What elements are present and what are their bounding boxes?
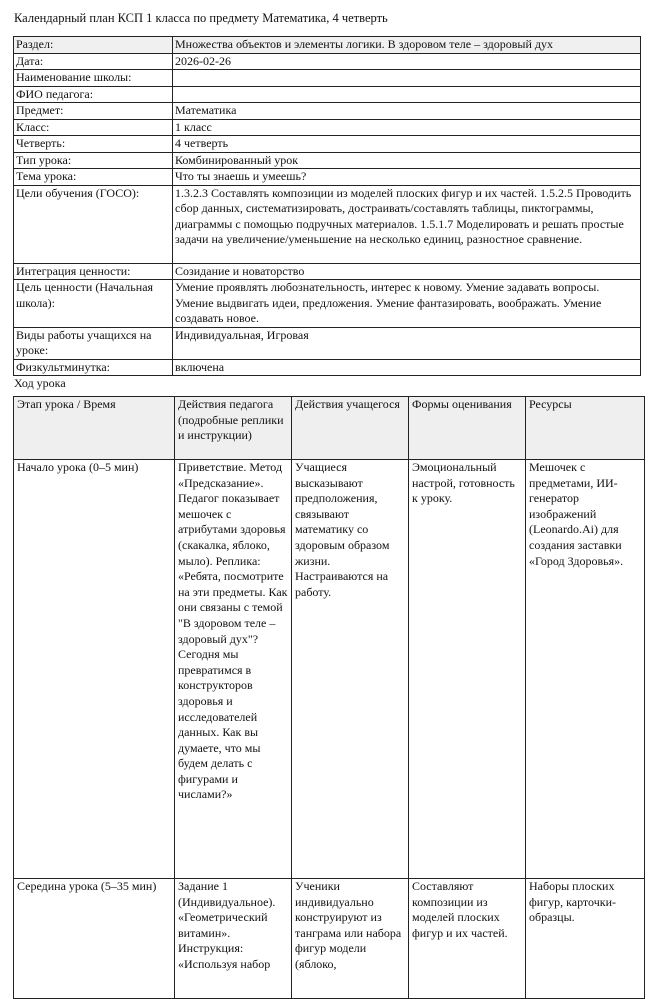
info-value: Множества объектов и элементы логики. В здоровом теле – здоровый дух [173,37,641,54]
stage-cell: Середина урока (5–35 мин) [14,879,175,999]
column-header: Формы оценивания [409,397,526,460]
info-row-section [14,37,641,54]
info-value: включена [173,359,641,376]
info-key: Тип урока: [14,152,173,169]
info-key: Физкультминутка: [14,359,173,376]
lesson-row-start [14,460,645,879]
info-value: 4 четверть [173,136,641,153]
info-row-work-types [14,327,641,359]
lesson-row-middle [14,879,645,999]
resources-cell: Наборы плоских фигур, карточки-образцы. [526,879,645,999]
stage-cell: Начало урока (0–5 мин) [14,460,175,879]
lesson-header-row [14,397,645,460]
info-value: 2026-02-26 [173,53,641,70]
info-value: 1.3.2.3 Составлять композиции из моделей плоских фигур и их частей. 1.5.2.5 Проводить сбор данных, систематизировать, достраивать/составлять таблицы, пиктограммы, диаграммы с помощью подручных материалов. 1.5.1.7 Моделировать и решать простые задачи на увеличение/уменьшение на несколько единиц, разностное сравнение. [173,185,641,263]
info-value: Математика [173,103,641,120]
info-key: Четверть: [14,136,173,153]
info-value: Созидание и новаторство [173,263,641,280]
info-value: Индивидуальная, Игровая [173,327,641,359]
student-actions-cell: Ученики индивидуально конструируют из танграма или набора фигур модели (яблоко, [292,879,409,999]
info-value: 1 класс [173,119,641,136]
assessment-cell: Составляют композиции из моделей плоских фигур и их частей. [409,879,526,999]
info-value [173,70,641,87]
column-header: Ресурсы [526,397,645,460]
info-key: Тема урока: [14,169,173,186]
info-key: Цель ценности (Начальная школа): [14,280,173,328]
info-row-goals [14,185,641,263]
column-header: Действия учащегося [292,397,409,460]
resources-cell: Мешочек с предметами, ИИ-генератор изображений (Leonardo.Ai) для создания заставки «Город Здоровья». [526,460,645,879]
document-title: Календарный план КСП 1 класса по предмету Математика, 4 четверть [14,11,388,25]
info-key: Предмет: [14,103,173,120]
info-value: Умение проявлять любознательность, интерес к новому. Умение задавать вопросы. Умение выдвигать идеи, предложения. Умение фантазировать, воображать. Умение создавать новое. [173,280,641,328]
teacher-actions-cell: Задание 1 (Индивидуальное). «Геометрический витамин». Инструкция: «Используя набор [175,879,292,999]
teacher-actions-cell: Приветствие. Метод «Предсказание». Педагог показывает мешочек с атрибутами здоровья (скакалка, яблоко, мыло). Реплика: «Ребята, посмотрите на эти предметы. Как они связаны с темой "В здоровом теле – здоровый дух"? Сегодня мы превратимся в конструкторов здоровья и исследователей данных. Как вы думаете, что мы будем делать с фигурами и числами?» [175,460,292,879]
info-row-value-integration [14,263,641,280]
info-key: Раздел: [14,37,173,54]
student-actions-cell: Учащиеся высказывают предположения, связывают математику со здоровым образом жизни. Настраиваются на работу. [292,460,409,879]
column-header: Действия педагога (подробные реплики и инструкции) [175,397,292,460]
info-row-subject [14,103,641,120]
info-row-grade [14,119,641,136]
section-title: Ход урока [14,376,66,390]
info-key: Класс: [14,119,173,136]
info-key: Наименование школы: [14,70,173,87]
info-table [13,36,641,376]
info-row-value-goal [14,280,641,328]
info-key: Цели обучения (ГОСО): [14,185,173,263]
info-key: Интеграция ценности: [14,263,173,280]
assessment-cell: Эмоциональный настрой, готовность к уроку. [409,460,526,879]
info-key: Дата: [14,53,173,70]
info-row-lesson-type [14,152,641,169]
column-header: Этап урока / Время [14,397,175,460]
info-row-quarter [14,136,641,153]
info-row-exercise-break [14,359,641,376]
info-key: ФИО педагога: [14,86,173,103]
info-row-date [14,53,641,70]
info-key: Виды работы учащихся на уроке: [14,327,173,359]
info-row-teacher [14,86,641,103]
info-row-topic [14,169,641,186]
lesson-table [13,396,645,999]
info-row-school [14,70,641,87]
info-value: Что ты знаешь и умеешь? [173,169,641,186]
info-value [173,86,641,103]
info-value: Комбинированный урок [173,152,641,169]
